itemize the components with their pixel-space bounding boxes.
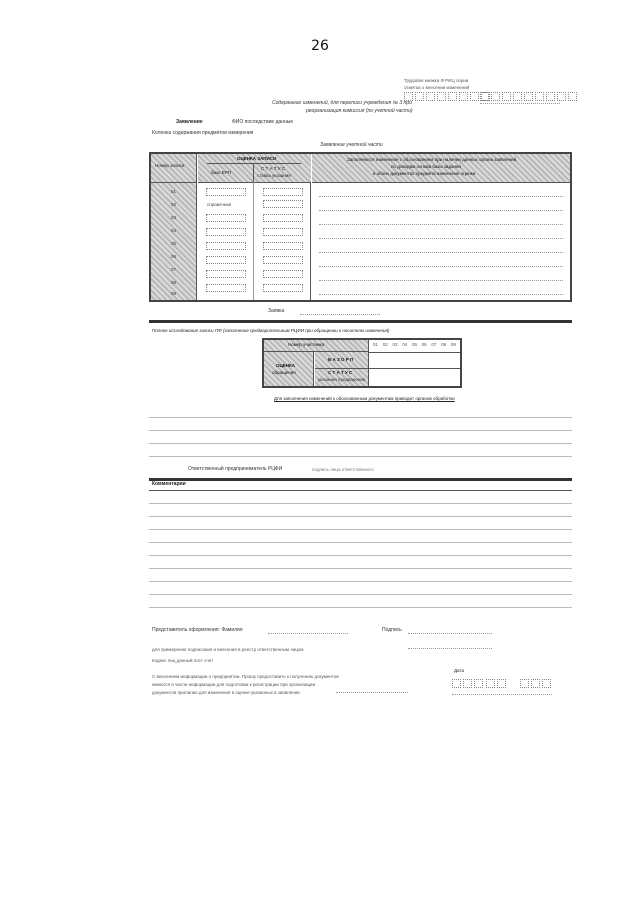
row-num-5: 05 bbox=[171, 241, 177, 246]
row-num-9: 09 bbox=[171, 291, 177, 296]
note-line[interactable] bbox=[149, 430, 572, 431]
header-title-2: реорганизация комиссия (по учетной части) bbox=[306, 108, 413, 114]
section2-left-bg bbox=[264, 352, 314, 386]
row-num-2: 02 bbox=[171, 202, 177, 207]
section-divider-2 bbox=[149, 478, 572, 481]
row-num-8: 08 bbox=[171, 280, 177, 285]
entry-box[interactable] bbox=[206, 188, 246, 196]
digit: 07 bbox=[431, 342, 437, 347]
section4-title: Комментарии bbox=[152, 481, 186, 487]
header-title-1: Содержание изменений, для переписи учреждения № 3 при bbox=[272, 100, 412, 106]
date-line bbox=[452, 694, 552, 695]
entry-box[interactable] bbox=[206, 242, 246, 250]
writing-line[interactable] bbox=[319, 280, 563, 281]
header-note-1: Трудовая книжка Ф РИЦ серии bbox=[404, 78, 469, 83]
row-num-6: 06 bbox=[171, 254, 177, 259]
section2-left-label-1: ОЦЕНКА bbox=[276, 363, 296, 368]
writing-line[interactable] bbox=[319, 224, 563, 225]
section2-row2-sub: указания предварения bbox=[318, 377, 366, 382]
signature-line-2[interactable] bbox=[408, 648, 492, 649]
entry-box[interactable] bbox=[206, 270, 246, 278]
writing-line[interactable] bbox=[319, 252, 563, 253]
header-code-boxes-2 bbox=[480, 92, 577, 101]
col2-sub-b: С Т А Т У С bbox=[261, 166, 286, 171]
digit: 09 bbox=[450, 342, 456, 347]
note-line[interactable] bbox=[149, 443, 572, 444]
col2-sub-c: ставка указания bbox=[257, 173, 291, 178]
col2-inner-divider bbox=[253, 182, 254, 300]
bottom-note-2: Кодекс лиц данный пост счет bbox=[152, 658, 214, 663]
header-note-2: отметка о внесении изменений bbox=[404, 85, 470, 90]
digit: 06 bbox=[421, 342, 427, 347]
comment-line[interactable] bbox=[149, 581, 572, 582]
section1-title: Колонка содержания предметов измерения bbox=[152, 130, 254, 136]
col1-header: Номер записи bbox=[155, 163, 185, 168]
date-year-boxes[interactable] bbox=[520, 679, 551, 688]
section1-footer-line[interactable] bbox=[300, 314, 380, 315]
comment-line[interactable] bbox=[149, 568, 572, 569]
col2-divider bbox=[198, 182, 311, 183]
date-month-boxes[interactable] bbox=[486, 679, 506, 688]
responsible-line[interactable] bbox=[268, 633, 348, 634]
note-line[interactable] bbox=[149, 456, 572, 457]
writing-line[interactable] bbox=[319, 210, 563, 211]
date-day-boxes[interactable] bbox=[452, 679, 483, 688]
digit: 04 bbox=[402, 342, 408, 347]
col3-divider bbox=[312, 182, 570, 183]
row-number-column bbox=[151, 154, 197, 300]
col2-sub-divider bbox=[253, 163, 254, 182]
writing-line[interactable] bbox=[319, 294, 563, 295]
bottom-para-2: имеются в числе информации для подготовки к регистрации при организации bbox=[152, 682, 316, 687]
section1-caption: Заявление учетной части bbox=[320, 142, 383, 148]
entry-box[interactable] bbox=[263, 242, 303, 250]
col3-header-1: Заполняются изменения с обоснованием при наличии данных органа заявлений, bbox=[347, 157, 518, 162]
entry-box[interactable] bbox=[263, 200, 303, 208]
section-divider-1 bbox=[149, 320, 572, 323]
col2-header: ОЦЕНКА ЗАПИСИ bbox=[237, 156, 277, 161]
entry-box[interactable] bbox=[263, 270, 303, 278]
col2-header-rule bbox=[207, 163, 301, 164]
responsible-label: Представитель оформления: Фамилия bbox=[152, 627, 243, 633]
entry-box[interactable] bbox=[263, 284, 303, 292]
section2-table bbox=[262, 338, 462, 388]
section2-row-rule bbox=[369, 352, 460, 353]
signature-label: Подпись bbox=[382, 627, 402, 633]
bottom-para-1: С внесением информации о предприятии. Прошу предоставить к получению документов bbox=[152, 674, 339, 679]
col2-sub-a: базо ЕРП bbox=[211, 170, 231, 175]
entry-box[interactable] bbox=[206, 256, 246, 264]
comment-line[interactable] bbox=[149, 503, 572, 504]
applicant-label: Заявление bbox=[176, 119, 203, 125]
comment-line[interactable] bbox=[149, 542, 572, 543]
section2-mid-rule bbox=[315, 368, 460, 369]
section2-title: Полное исследование записи ПФ (заполнение предварительным РЦФИ при обращении к носителю изменения) bbox=[152, 328, 390, 333]
row-num-4: 04 bbox=[171, 228, 177, 233]
comment-line[interactable] bbox=[149, 555, 572, 556]
section3-value: подпись лица ответственного bbox=[312, 467, 374, 472]
digit: 02 bbox=[382, 342, 388, 347]
section3-label: Ответственный предприниматель РЦФИ bbox=[188, 466, 283, 472]
digit: 01 bbox=[373, 342, 379, 347]
header-code-boxes bbox=[404, 92, 490, 101]
entry-box[interactable] bbox=[206, 214, 246, 222]
col3-header-3: в обоих документах предмета изменения оценки bbox=[373, 171, 476, 176]
row-num-1: 01 bbox=[171, 189, 177, 194]
col3-header-2: по доводам основа базы задания bbox=[391, 164, 461, 169]
writing-line[interactable] bbox=[319, 238, 563, 239]
para-sign-line[interactable] bbox=[336, 692, 408, 693]
section1-footer: Заявка bbox=[268, 308, 285, 314]
section2-table-title: Номер участника bbox=[288, 342, 325, 347]
comment-line[interactable] bbox=[149, 516, 572, 517]
entry-box[interactable] bbox=[206, 284, 246, 292]
writing-line[interactable] bbox=[319, 266, 563, 267]
section2-row1: Б А З О Р П bbox=[328, 357, 354, 362]
page-number: 26 bbox=[311, 38, 329, 54]
digit: 08 bbox=[441, 342, 447, 347]
row-num-3: 03 bbox=[171, 215, 177, 220]
writing-line[interactable] bbox=[319, 196, 563, 197]
digit: 03 bbox=[392, 342, 398, 347]
entry-box[interactable] bbox=[206, 228, 246, 236]
comment-line[interactable] bbox=[149, 529, 572, 530]
entry-box[interactable] bbox=[263, 188, 303, 196]
date-title: Дата bbox=[454, 668, 464, 673]
header-code-line bbox=[480, 103, 560, 104]
signature-line[interactable] bbox=[408, 633, 492, 634]
digit: 05 bbox=[411, 342, 417, 347]
entry-box[interactable] bbox=[263, 228, 303, 236]
col1-divider bbox=[151, 182, 197, 183]
note-line[interactable] bbox=[149, 417, 572, 418]
entry-box[interactable] bbox=[263, 256, 303, 264]
section2-left-label-2: обращения bbox=[272, 370, 296, 375]
row-num-7: 07 bbox=[171, 267, 177, 272]
section2-digits bbox=[369, 340, 460, 352]
section2-note: Для заполнения изменений к обоснованным документам приводит органов обработки bbox=[274, 396, 455, 401]
comment-line[interactable] bbox=[149, 607, 572, 608]
entry-box[interactable] bbox=[263, 214, 303, 222]
applicant-fio: ФИО последствие данные bbox=[232, 119, 294, 125]
comment-line[interactable] bbox=[149, 594, 572, 595]
section2-row2: С Т А Т У С bbox=[328, 370, 353, 375]
bottom-note-1: для примерения подписания и внесения в реестр ответственным лицом bbox=[152, 647, 304, 652]
row-tag: справочная bbox=[207, 202, 232, 207]
section1-table bbox=[149, 152, 572, 302]
bottom-para-3: документов прилагаю для изменения в оценке указанных в заявлении bbox=[152, 690, 300, 695]
comment-line[interactable] bbox=[149, 490, 572, 491]
